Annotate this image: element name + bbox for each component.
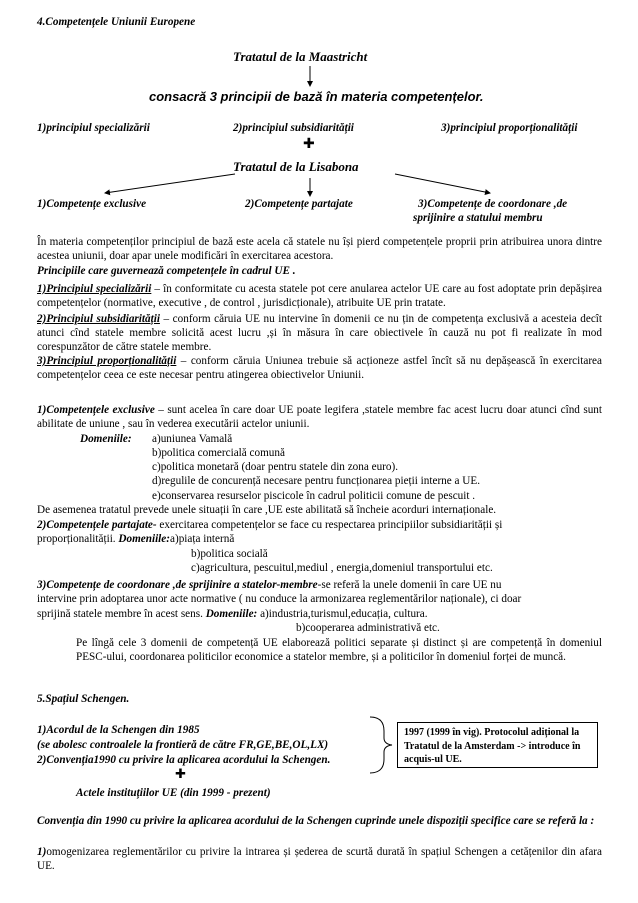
- exclusive-domain-d: d)regulile de concurență necesare pentru funcționarea pieții interne a UE.: [152, 475, 481, 487]
- final-item-label: 1): [37, 846, 47, 858]
- coordonare-domain-b: b)cooperarea administrativă etc.: [296, 622, 440, 634]
- exclusive-label: 1)Competențele exclusive: [37, 404, 155, 416]
- principles-govern-heading: Principiile care guvernează competențele în cadrul UE .: [37, 265, 296, 277]
- schengen-line1: 1)Acordul de la Schengen din 1985: [37, 724, 200, 736]
- schengen-line3: 2)Convenția1990 cu privire la aplicarea acordului la Schengen.: [37, 754, 331, 766]
- partajate-domain-c: c)agricultura, pescuitul,mediul , energia,domeniul transportului etc.: [191, 562, 493, 574]
- coordonare-line1-text: -se referă la unele domenii în care UE nu: [317, 579, 502, 591]
- principle-subsidiaritate: 2)principiul subsidiarității: [233, 122, 354, 134]
- principle1-text: – în conformitate cu acesta statele pot cere anularea actelor UE care au fost adoptate prin depășirea competențelor (normative, executive , de control , jurisdicționale), atribuite UE prin tratate.: [37, 283, 602, 309]
- principle3-label: 3)Principiul proporționalității: [37, 355, 177, 367]
- pesc-paragraph: Pe lîngă cele 3 domenii de competență UE elaborează politici separate și distinct și are competență în domeniul PESC-ului, coordonarea politicilor economice a statelor membre, și a politicilor în domeniul forței de muncă.: [76, 637, 602, 663]
- principle2-text: – conform căruia UE nu intervine în domenii ce nu țin de competența exclusivă a acesteia decît atunci cînd statele membre solicită acest lucru ,și în măsura în care obiectivele în cauză nu pot fi realizate în mod corespunzător de către statele membre.: [37, 313, 603, 353]
- asemenea-line: De asemenea tratatul prevede unele situații în care ,UE este abilitată să încheie acorduri internaționale.: [37, 504, 497, 516]
- partajate-domains-label: Domeniile:: [118, 533, 170, 545]
- exclusive-domain-c: c)politica monetară (doar pentru statele din zona euro).: [152, 461, 399, 473]
- partajate-line2: [37, 532, 234, 546]
- principle1-label: 1)Principiul specializării: [37, 283, 152, 295]
- section5-heading: 5.Spațiul Schengen.: [37, 693, 130, 705]
- coordonare-line3-text: sprijină statele membre în acest sens.: [37, 608, 206, 620]
- schengen-line2: (se abolesc controalele la frontieră de către FR,GE,BE,OL,LX): [37, 739, 329, 751]
- protocol-note-box: 1997 (1999 în vig). Protocolul adițional la Tratatul de la Amsterdam -> introduce în acquis-ul UE.: [397, 722, 598, 768]
- coordonare-label: 3)Competențe de coordonare ,de sprijinire a statelor-membre: [37, 579, 318, 591]
- schengen-plus-icon: ✚: [175, 766, 186, 781]
- exclusive-text: – sunt acelea în care doar UE poate legifera ,statele membre fac acest lucru doar atunci cînd sunt abilitate de uniune , sau în vederea executării actelor uniunii.: [37, 404, 602, 430]
- coordonare-line2: intervine prin adoptarea unor acte normative ( nu conduce la armonizarea reglementărilor naționale), ci doar: [37, 593, 522, 605]
- coordonare-domains-label: Domeniile:: [205, 608, 258, 620]
- competence-exclusive: 1)Competențe exclusive: [37, 198, 147, 210]
- schengen-brace: [370, 717, 392, 773]
- competence-coordonare-line2: sprijinire a statului membru: [413, 212, 543, 224]
- principle1-definition: [37, 282, 602, 310]
- partajate-text: exercitarea competențelor se face cu respectarea principiilor subsidiarității și: [156, 519, 503, 531]
- maastricht-title: Tratatul de la Maastricht: [233, 49, 368, 64]
- section4-heading: 4.Competențele Uniunii Europene: [37, 16, 196, 28]
- exclusive-domain-a: a)uniunea Vamală: [152, 433, 233, 445]
- partajate-line1: [37, 518, 502, 532]
- exclusive-domain-e: e)conservarea resurselor piscicole în cadrul politicii comune de pescuit .: [152, 490, 476, 502]
- coordonare-domain-a: a)industria,turismul,educația, cultura.: [257, 608, 428, 620]
- arrow-lisabona-left: [105, 174, 235, 193]
- partajate-domain-a: a)piața internă: [170, 533, 235, 545]
- exclusive-domains-label: Domeniile:: [80, 433, 132, 445]
- competence-coordonare-line1: 3)Competențe de coordonare ,de: [418, 198, 568, 210]
- intro-paragraph: În materia competenților principiul de bază este acela că statele nu își pierd competențele proprii prin atribuirea unora dintre acestea uniunii, doar apar unele modificări în exercitarea acestora.: [37, 236, 602, 262]
- final-item-text: omogenizarea reglementărilor cu privire la intrarea și șederea de scurtă durată în spațiul Schengen a cetățenilor din afara UE.: [37, 846, 602, 872]
- principle3-text: – conform căruia Uniunea trebuie să acționeze astfel încît să nu depășească în exercitarea competențelor ceea ce este necesar pentru atingerea obiectivelor Uniunii.: [37, 355, 602, 381]
- partajate-domain-b: b)politica socială: [191, 548, 268, 560]
- exclusive-domain-b: b)politica comercială comună: [152, 447, 285, 459]
- principle-specializare: 1)principiul specializării: [37, 122, 150, 134]
- coordonare-line1: [37, 578, 502, 592]
- principle2-label: 2)Principiul subsidiarității: [37, 313, 160, 325]
- coordonare-line3: [37, 607, 428, 621]
- exclusive-paragraph: [37, 403, 602, 431]
- arrow-lisabona-right: [395, 174, 490, 193]
- partajate-line2-text: proporționalității.: [37, 533, 119, 545]
- plus-icon: ✚: [303, 137, 315, 152]
- lisabona-title: Tratatul de la Lisabona: [233, 159, 359, 174]
- maastricht-subtitle: consacră 3 principii de bază în materia competențelor.: [149, 89, 484, 104]
- principle-proportionalitate: 3)principiul proporționalității: [441, 122, 578, 134]
- conventia-heading: Convenția din 1990 cu privire la aplicarea acordului de la Schengen cuprinde unele dispoziții specifice care se referă la :: [37, 815, 595, 827]
- competence-partajate: 2)Competențe partajate: [245, 198, 353, 210]
- schengen-line4: Actele instituțiilor UE (din 1999 - prezent): [76, 787, 271, 799]
- principle2-definition: [37, 312, 602, 354]
- partajate-label: 2)Competențele partajate-: [37, 519, 157, 531]
- principle3-definition: [37, 354, 602, 382]
- final-item: [37, 845, 602, 873]
